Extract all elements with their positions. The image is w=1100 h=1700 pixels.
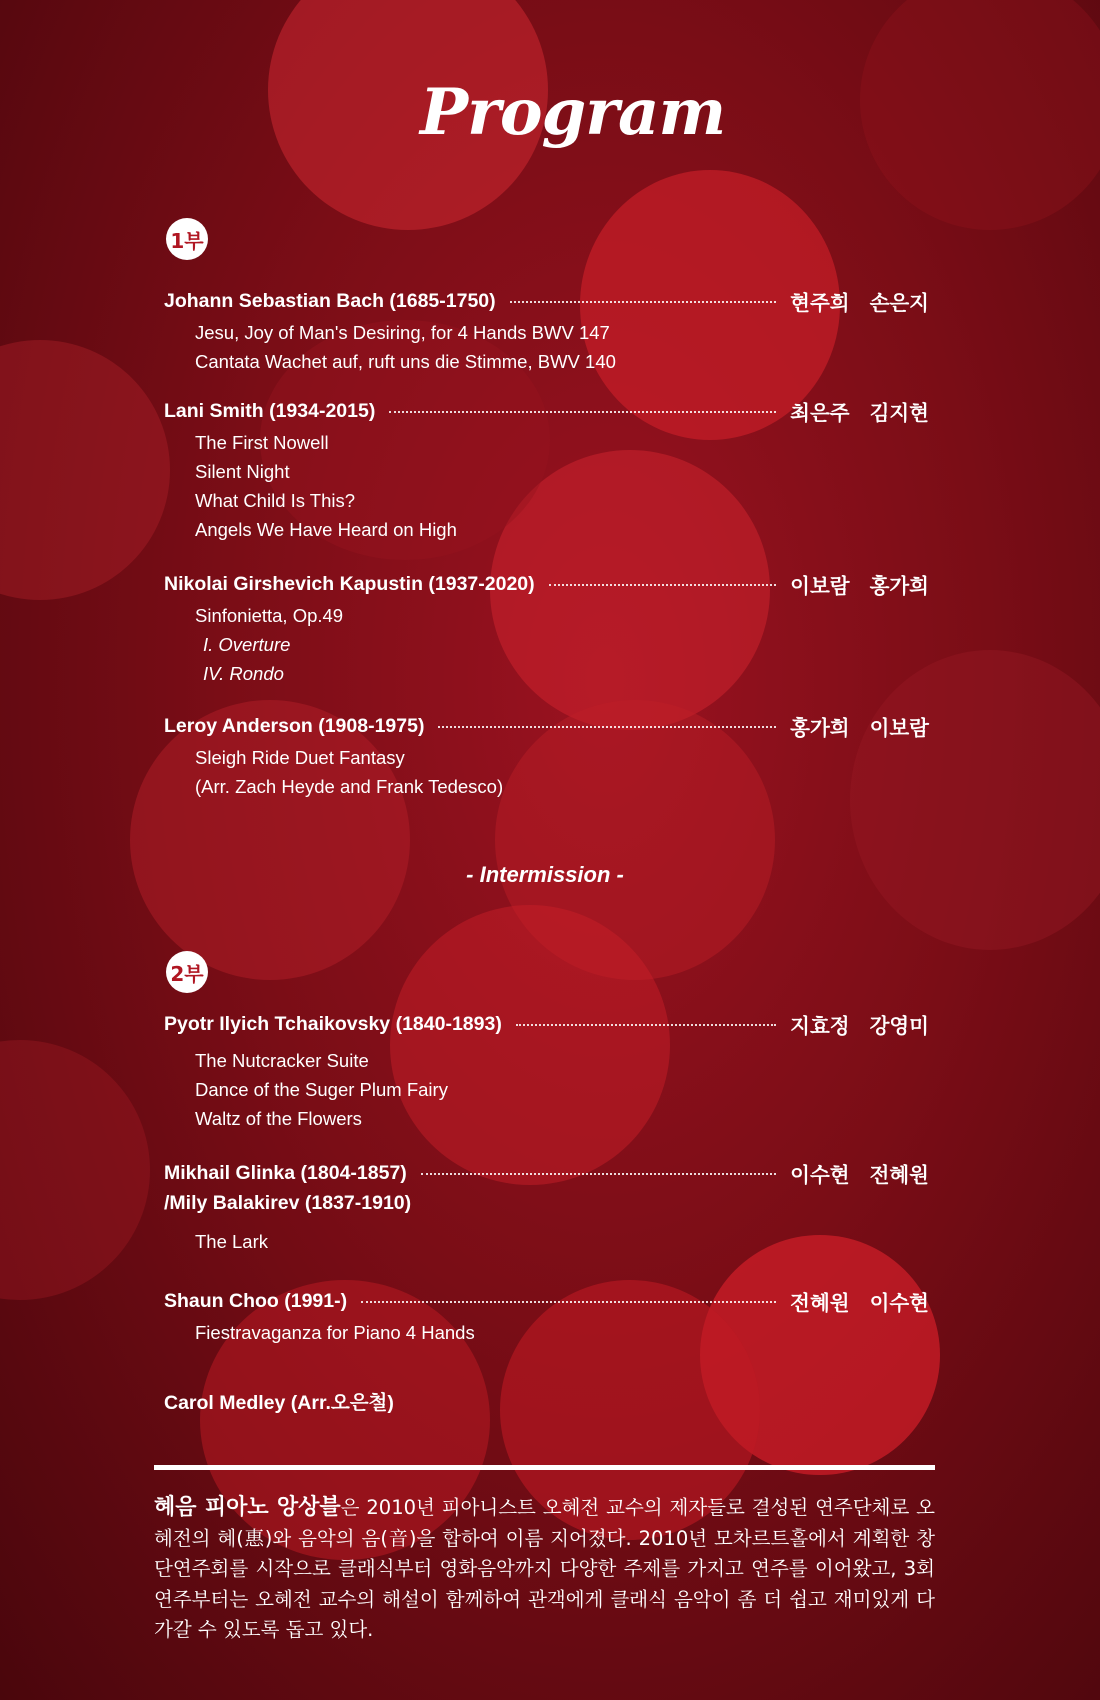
work-title: (Arr. Zach Heyde and Frank Tedesco)	[195, 776, 504, 797]
performers	[790, 286, 929, 316]
composer-name: Mikhail Glinka (1804-1857)	[164, 1161, 407, 1184]
program-item-kapustin	[164, 570, 929, 688]
composer-name: Shaun Choo (1991-)	[164, 1289, 348, 1312]
program-item-bach	[164, 287, 929, 376]
dotted-leader	[421, 1173, 776, 1175]
divider	[154, 1465, 935, 1470]
work-title: Jesu, Joy of Man's Desiring, for 4 Hands BWV 147	[195, 322, 610, 343]
ensemble-description	[154, 1493, 935, 1646]
performer-name: 전혜원	[790, 1291, 850, 1315]
composer-name: Johann Sebastian Bach (1685-1750)	[164, 289, 496, 312]
program-item-glinka-balakirev	[164, 1159, 929, 1256]
program-item-smith	[164, 397, 929, 544]
dotted-leader	[510, 301, 777, 303]
work-title: Sleigh Ride Duet Fantasy	[195, 747, 405, 768]
dotted-leader	[389, 411, 776, 413]
dotted-leader	[549, 584, 777, 586]
dotted-leader	[361, 1301, 776, 1303]
program-item-anderson	[164, 712, 929, 801]
performer-name: 지효정	[790, 1014, 850, 1038]
work-title: Dance of the Suger Plum Fairy	[195, 1079, 448, 1100]
performers	[790, 396, 929, 426]
performer-name: 전혜원	[869, 1163, 929, 1187]
work-title: Sinfonietta, Op.49	[195, 605, 344, 626]
performer-name: 강영미	[869, 1014, 929, 1038]
composer-name: Carol Medley (Arr.오은철)	[164, 1392, 394, 1414]
work-title: Angels We Have Heard on High	[195, 519, 457, 540]
performers	[790, 711, 929, 741]
part1-badge: 1부	[166, 218, 208, 260]
work-title: The First Nowell	[195, 432, 329, 453]
performers	[790, 569, 929, 599]
performer-name: 이수현	[790, 1163, 850, 1187]
work-title: Cantata Wachet auf, ruft uns die Stimme, BWV 140	[195, 351, 616, 372]
work-title: Silent Night	[195, 461, 290, 482]
performer-name: 손은지	[869, 291, 929, 315]
composer-name: Leroy Anderson (1908-1975)	[164, 714, 425, 737]
performer-name: 이보람	[869, 716, 929, 740]
work-title: The Nutcracker Suite	[195, 1050, 369, 1071]
composer-name: Pyotr Ilyich Tchaikovsky (1840-1893)	[164, 1012, 502, 1035]
program-item-choo	[164, 1287, 929, 1347]
performers	[790, 1158, 929, 1188]
composer-name-second: /Mily Balakirev (1837-1910)	[164, 1192, 412, 1214]
performer-name: 홍가희	[790, 716, 850, 740]
description-text: 은 2010년 피아니스트 오혜전 교수의 제자들로 결성된 연주단체로 오혜전의 혜(惠)와 음악의 음(音)을 합하여 이름 지어졌다. 2010년 모차르트홀에서 계획한 창단연주회를 시작으로 클래식부터 영화음악까지 다양한 주제를 가지고 연주를 이어왔고, 3회 연주부터는 오혜전 교수의 해설이 함께하여 관객에게 클래식 음악이 좀 더 쉽고 재미있게 다가갈 수 있도록 돕고 있다.	[154, 1496, 935, 1641]
work-title: What Child Is This?	[195, 490, 356, 511]
composer-name: Lani Smith (1934-2015)	[164, 399, 376, 422]
dotted-leader	[438, 726, 776, 728]
performers	[790, 1286, 929, 1316]
intermission-label: - Intermission -	[466, 862, 624, 887]
work-title: Fiestravaganza for Piano 4 Hands	[195, 1322, 475, 1343]
page-title: Program	[420, 75, 726, 150]
performer-name: 홍가희	[869, 574, 929, 598]
performer-name: 김지현	[869, 401, 929, 425]
work-title: Waltz of the Flowers	[195, 1108, 362, 1129]
program-item-carol-medley	[164, 1387, 929, 1415]
program-item-tchaikovsky	[164, 1010, 929, 1133]
performer-name: 이보람	[790, 574, 850, 598]
movement-title: I. Overture	[203, 634, 291, 655]
performer-name: 이수현	[869, 1291, 929, 1315]
movement-title: IV. Rondo	[203, 663, 284, 684]
part2-badge: 2부	[166, 951, 208, 993]
dotted-leader	[516, 1024, 776, 1026]
ensemble-name: 혜음 피아노 앙상블	[154, 1495, 341, 1520]
performer-name: 현주희	[790, 291, 850, 315]
performer-name: 최은주	[790, 401, 850, 425]
performers	[790, 1009, 929, 1039]
work-title: The Lark	[195, 1231, 269, 1252]
composer-name: Nikolai Girshevich Kapustin (1937-2020)	[164, 572, 535, 595]
